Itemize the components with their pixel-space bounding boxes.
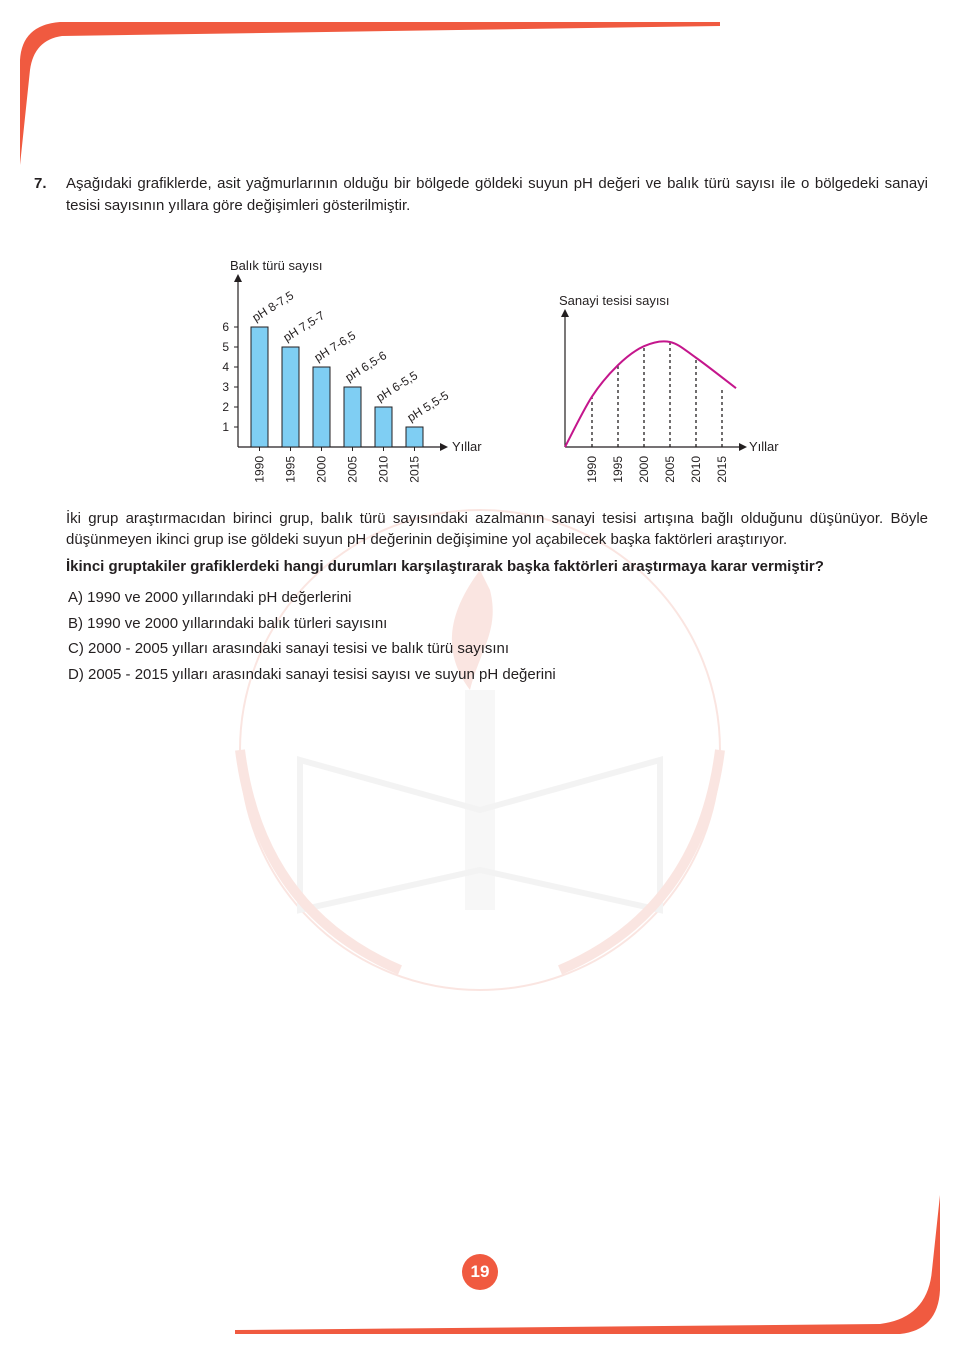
bar-chart-xlabel: Yıllar xyxy=(452,439,482,454)
line-chart-xtick-label: 2015 xyxy=(715,456,729,483)
bar-ph-label: pH 7,5-7 xyxy=(280,308,328,345)
bar-2000 xyxy=(313,367,330,447)
bar-chart-ytick-label: 2 xyxy=(222,400,229,414)
bar-2015 xyxy=(406,427,423,447)
bar-chart-ytick-label: 1 xyxy=(222,420,229,434)
bar-2005 xyxy=(344,387,361,447)
bar-chart-xtick-label: 2005 xyxy=(345,456,360,483)
bar-1995 xyxy=(282,347,299,447)
option-b[interactable]: B) 1990 ve 2000 yıllarındaki balık türleri sayısını xyxy=(68,614,388,632)
bar-ph-label: pH 8-7,5 xyxy=(249,288,297,325)
bar-chart-ytick-label: 4 xyxy=(222,360,229,374)
question-number: 7. xyxy=(34,175,47,192)
bar-chart-xtick-label: 1995 xyxy=(283,456,298,483)
bar-ph-label: pH 6-5,5 xyxy=(373,368,421,405)
question-stem: Aşağıdaki grafiklerde, asit yağmurlarının olduğu bir bölgede göldeki suyun pH değeri ve balık türü sayısı ile o bölgedeki sanayi tesisi sayısının yıllara göre değişimleri gösterilmiştir. xyxy=(66,175,928,214)
bar-chart-xtick-label: 1990 xyxy=(252,456,267,483)
bar-chart-ytick-label: 6 xyxy=(222,320,229,334)
question-prompt: İkinci gruptakiler grafiklerdeki hangi durumları karşılaştırarak başka faktörleri araştırmaya karar vermiştir? xyxy=(66,558,824,575)
bar-chart-xtick-label: 2010 xyxy=(376,456,391,483)
bar-ph-label: pH 7-6,5 xyxy=(311,328,359,365)
line-chart-x-arrow xyxy=(739,443,747,451)
bar-ph-label: pH 5,5-5 xyxy=(404,388,452,425)
line-chart-xtick-label: 2000 xyxy=(637,456,651,483)
option-a[interactable]: A) 1990 ve 2000 yıllarındaki pH değerlerini xyxy=(68,589,352,606)
answer-options xyxy=(68,588,556,690)
line-chart-y-arrow xyxy=(561,309,569,317)
bar-chart-ytick-label: 5 xyxy=(222,340,229,354)
fish-species-bar-chart xyxy=(200,250,500,500)
bar-2010 xyxy=(375,407,392,447)
bar-1990 xyxy=(251,327,268,447)
bar-chart-x-arrow xyxy=(440,443,448,451)
line-chart-xtick-label: 2010 xyxy=(689,456,703,483)
option-c[interactable]: C) 2000 - 2005 yılları arasındaki sanayi tesisi ve balık türü sayısını xyxy=(68,640,510,657)
line-chart-xtick-label: 1990 xyxy=(585,456,599,483)
bar-chart-y-arrow xyxy=(234,274,242,282)
bar-chart-ylabel: Balık türü sayısı xyxy=(230,258,323,273)
bar-chart-xtick-label: 2015 xyxy=(407,456,422,483)
option-d[interactable]: D) 2005 - 2015 yılları arasındaki sanayi tesisi sayısı ve suyun pH değerini xyxy=(68,665,556,683)
bar-ph-label: pH 6,5-6 xyxy=(342,348,390,385)
line-chart-xtick-label: 2005 xyxy=(663,456,677,483)
bar-chart-xtick-label: 2000 xyxy=(314,456,329,483)
industrial-facility-line-chart xyxy=(550,285,800,500)
line-chart-xtick-label: 1995 xyxy=(611,456,625,483)
page-number: 19 xyxy=(462,1254,498,1290)
industrial-facility-curve xyxy=(565,341,736,447)
line-chart-ylabel: Sanayi tesisi sayısı xyxy=(559,293,670,308)
line-chart-xlabel: Yıllar xyxy=(749,439,779,454)
bar-chart-ytick-label: 3 xyxy=(222,380,229,394)
context-paragraph: İki grup araştırmacıdan birinci grup, balık türü sayısındaki azalmanın sanayi tesisi artışına bağlı olduğunu düşünüyor. Böyle düşünmeyen ikinci grup ise göldeki suyun pH değerinin değişimine yol açabilecek başka faktörleri araştırıyor. xyxy=(66,510,928,548)
